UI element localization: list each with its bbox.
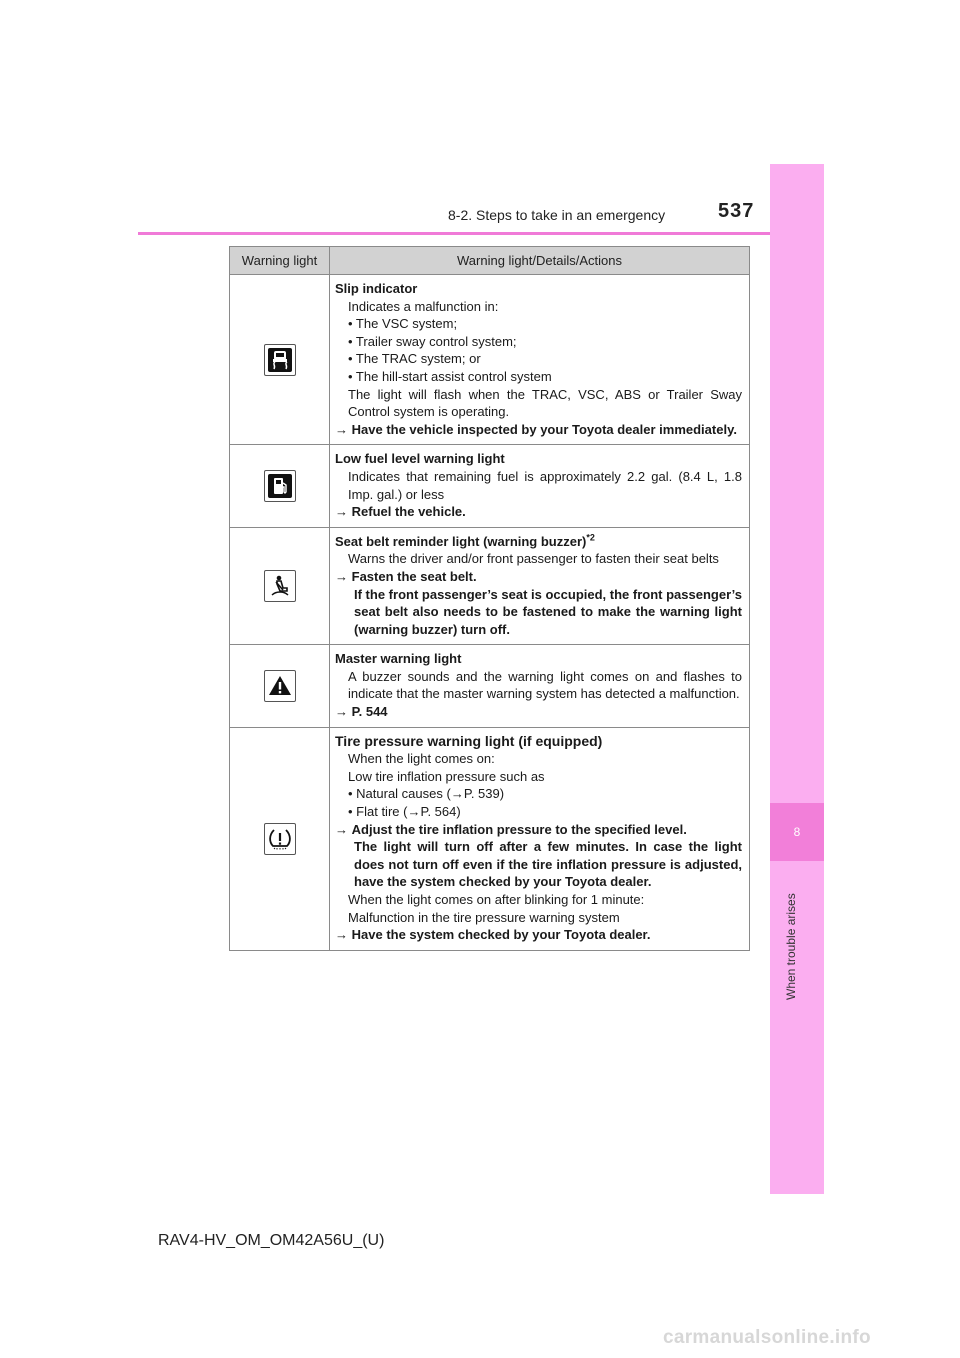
- arrow-icon: →: [335, 821, 348, 837]
- tire-action: → Adjust the tire inflation pressure to the specified level.: [335, 821, 687, 837]
- page-link[interactable]: P. 564): [420, 804, 461, 820]
- arrow-icon: →: [335, 704, 348, 720]
- icon-cell: [230, 445, 330, 527]
- table-row-seat-belt: [230, 527, 750, 645]
- seatbelt-action: → Fasten the seat belt.: [335, 568, 477, 584]
- tire-action-2: → Have the system checked by your Toyota dealer.: [335, 927, 651, 943]
- tire-action-note: The light will turn off after a few minutes. In case the light does not turn off even if the tire inflation pressure is adjusted, have the system checked by your Toyota dealer.: [354, 839, 742, 890]
- seat-belt-icon: [264, 570, 296, 602]
- master-title: Master warning light: [335, 651, 462, 667]
- seatbelt-body: Warns the driver and/or front passenger to fasten their seat belts: [348, 551, 719, 567]
- table-header-row: [230, 247, 750, 275]
- icon-cell: [230, 645, 330, 727]
- page-link[interactable]: P. 539): [463, 786, 505, 802]
- details-cell: [330, 727, 750, 950]
- icon-cell: [230, 275, 330, 445]
- tire-title: Tire pressure warning light (if equipped): [335, 732, 603, 749]
- master-warning-icon: [264, 670, 296, 702]
- slip-title: Slip indicator: [335, 281, 418, 296]
- slip-bullet: • Trailer sway control system;: [348, 333, 517, 349]
- icon-cell: [230, 527, 330, 645]
- details-cell: [330, 275, 750, 445]
- tire-line: When the light comes on:: [348, 751, 495, 767]
- arrow-icon: →: [335, 421, 348, 437]
- master-action-link[interactable]: → P. 544: [335, 704, 388, 720]
- fuel-action: → Refuel the vehicle.: [335, 504, 466, 520]
- details-cell: [330, 527, 750, 645]
- col-header-warning-light: Warning light: [230, 247, 330, 275]
- tire-bullet-natural: • Natural causes (→P. 539): [348, 786, 505, 802]
- table-row-tire-pressure: [230, 727, 750, 950]
- seatbelt-title: Seat belt reminder light (warning buzzer)$^{*2}$: [335, 532, 595, 549]
- slip-bullet: • The hill-start assist control system: [348, 368, 552, 384]
- fuel-pump-icon: [264, 470, 296, 502]
- arrow-icon: →: [335, 568, 348, 584]
- side-tab-number[interactable]: 8: [770, 803, 824, 861]
- col-header-details: Warning light/Details/Actions: [330, 247, 750, 275]
- slip-intro: Indicates a malfunction in:: [348, 298, 499, 314]
- details-cell: [330, 445, 750, 527]
- arrow-icon: →: [450, 786, 464, 802]
- tire-pressure-icon: [264, 823, 296, 855]
- tire-line: Malfunction in the tire pressure warning system: [348, 909, 620, 925]
- page-number: 537: [718, 200, 755, 222]
- arrow-icon: →: [335, 504, 348, 520]
- side-tab[interactable]: [770, 164, 824, 1194]
- table-row-master-warning: [230, 645, 750, 727]
- table-row-slip-indicator: [230, 275, 750, 445]
- table-row-low-fuel: [230, 445, 750, 527]
- tire-line: When the light comes on after blinking for 1 minute:: [348, 892, 645, 907]
- footnote-marker: *2: [586, 532, 595, 543]
- side-tab-label: When trouble arises: [784, 893, 798, 1000]
- arrow-icon: →: [407, 804, 421, 820]
- section-title: 8-2. Steps to take in an emergency: [448, 207, 666, 223]
- slip-note: The light will flash when the TRAC, VSC, ABS or Trailer Sway Control system is operating.: [348, 386, 742, 420]
- seatbelt-action-note: If the front passenger’s seat is occupied, the front passenger’s seat belt also needs to be fastened to make the warning light (warning buzzer) turn off.: [354, 586, 742, 637]
- details-cell: [330, 645, 750, 727]
- fuel-body: Indicates that remaining fuel is approximately 2.2 gal. (8.4 L, 1.8 Imp. gal.) or less: [348, 468, 742, 502]
- slip-indicator-icon: [264, 344, 296, 376]
- fuel-title: Low fuel level warning light: [335, 451, 505, 467]
- slip-action: → Have the vehicle inspected by your Toyota dealer immediately.: [335, 421, 737, 437]
- watermark: carmanualsonline.info: [663, 1327, 871, 1348]
- document-code: RAV4-HV_OM_OM42A56U_(U): [158, 1232, 385, 1249]
- header-rule: [138, 232, 824, 235]
- slip-bullet: • The VSC system;: [348, 316, 458, 332]
- slip-bullet: • The TRAC system; or: [348, 351, 481, 367]
- arrow-icon: →: [335, 927, 348, 943]
- tire-bullet-flat: • Flat tire (→P. 564): [348, 804, 461, 820]
- icon-cell: [230, 727, 330, 950]
- warning-light-table: [229, 246, 750, 951]
- tire-line: Low tire inflation pressure such as: [348, 768, 545, 784]
- master-body: A buzzer sounds and the warning light comes on and flashes to indicate that the master warning system has detected a malfunction.: [348, 668, 742, 702]
